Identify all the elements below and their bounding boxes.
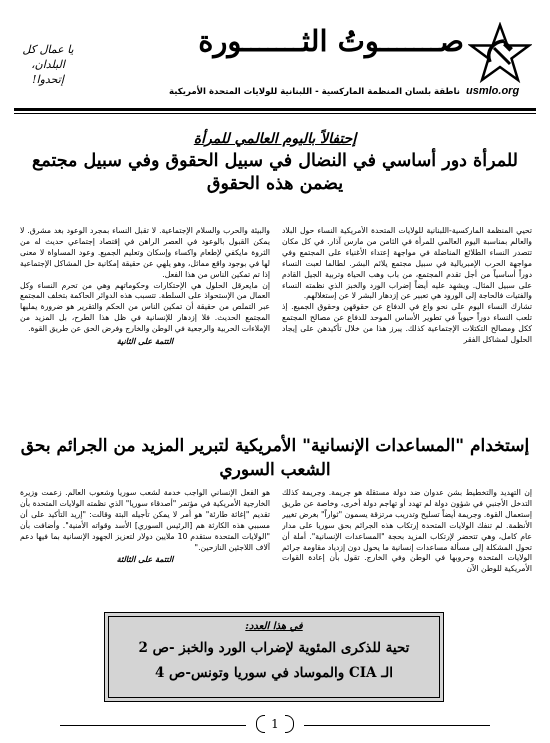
in-this-issue-frame xyxy=(108,616,440,698)
article1-column-right xyxy=(282,226,532,428)
footer-rule xyxy=(60,725,246,726)
toc-item[interactable]: تحية للذكرى المئوية لإضراب الورد والخبز -ص 2 xyxy=(138,640,410,656)
article2-continued: التتمة على الثالثة xyxy=(116,554,174,565)
paragraph: هو الفعل الإنساني الواجب خدمة لشعب سوريا وشعوب العالم. زعمت وزيرة الخارجية الأمريكية في مؤتمر "أصدقاء سوريا" الذي نظمته الولايات المتحدة بأن تقديم "إغاثة طارئة" هو أمر لا يمكن تأجيله البتة وقالت: "إريد التأكيد على أن مسببي هذه الكارثة هم [الرئيس السوري] الأسد وقواته الأمنية". وأضافت بأن "الولايات المتحدة ستقدم 10 ملايين دولار لتعزيز الجهود الإنسانية بما فيها دعم آلاف اللاجئين النازحين." xyxy=(20,488,270,552)
article1-continued: التتمة على الثانية xyxy=(116,336,174,347)
masthead-subtitle: ناطقة بلسان المنظمة الماركسية - اللبنانية للولايات المتحدة الأمريكية xyxy=(169,87,460,97)
paragraph: إن مايعرقل الحلول هي الإحتكارات وحكوماتهم وهي من تحرم النساء وكل العمال من الإستحواذ على السلطة. تتسبب هذه الدوائر الحاكمة بتخلف المجتمع عبر التملص من حقيقة أن تمكين الناس من الحكم والتقرير هو ضرورة يمليها المجتمع الحديث. فلا إزدهار للإنسانية في ظل هذا الطرح، بل المزيد من الإملاءات الحربية والرجعية في الوطن والخارج وفرض الحق عن طريق القوة. xyxy=(20,280,270,334)
paragraph: تشارك النساء اليوم على نحو واع في الدفاع عن حقوقهن وحقوق الجميع. إذ تلعب النساء دوراً حيوياً في تطوير الأساس الموحد للدفاع عن مصالح المجتمع ككل ومصالح التكتلات الإجتماعية كذلك. يبرز هذا من خلال تأكيدهن على إيجاد الحلول لمشاكل الفقر xyxy=(282,302,532,345)
paragraph: والبيئة والحرب والسلام الإجتماعية. لا تقبل النساء بمجرد الوعود بغد مشرق. لا يمكن القبول بالوعود في العصر الراهن في إقتصاد إجتماعي حديث له من الثروة مايكفي لإطعام واكساء وإسكان وتعليم الجميع. وعود المساواة لا معنى لها في بوجود واقع مماثل، وهو يلهي عن حقيقة إمكانية حل المشاكل الإجتماعية إذا تم تمكين الناس من هذا الفعل. xyxy=(20,226,270,279)
slogan-line: يا عمال كل xyxy=(22,43,74,56)
in-this-issue-box xyxy=(104,612,444,702)
paragraph: تحيي المنظمة الماركسية-اللبنانية للولايات المتحدة الأمريكية النساء حول البلاد والعالم بمناسبة اليوم العالمي للمرأة في الثامن من مارس آذار. في كل مكان تتصدر النساء الطلائع المناضلة في مواجهة إعتداء الأغنياء على المجتمع وفي مواجهة الحرب الإمبريالية في سبيل مجتمع يلائم البشر. لطالما لعبت النساء دوراً أساسياً من أجل تقدم المجتمع، من باب وهب الحياة وتربية الجيل القادم على سبيل المثال. ويشهد عليه أيضاً إضراب الورد والخبز الذي نظمته النساء والفتيات فالحاجة إلى الورود هي تعبير عن إزدهار البشر لا عن إستغلالهم. xyxy=(282,226,532,301)
in-this-issue-label: في هذا العدد: xyxy=(245,621,303,632)
page-number: 1 xyxy=(250,713,300,735)
article1-headline: للمرأة دور أساسي في النضال في سبيل الحقوق وفي سبيل مجتمع يضمن هذه الحقوق xyxy=(32,151,518,194)
article2-headline: إستخدام "المساعدات الإنسانية" الأمريكية لتبرير المزيد من الجرائم بحق الشعب السوري xyxy=(20,436,530,480)
article1-kicker: إحتفالاً باليوم العالمي للمرأة xyxy=(193,131,357,147)
footer-rule xyxy=(304,725,490,726)
slogan-line: إتحدوا! xyxy=(32,73,64,86)
website-url: usmlo.org xyxy=(466,85,520,97)
newspaper-title: صـــــــوتُ الثـــــــورة xyxy=(198,24,464,58)
hammer-sickle-star-icon xyxy=(468,22,532,86)
article2-column-left xyxy=(20,488,270,600)
toc-item[interactable]: الـ CIA والموساد في سوريا وتونس-ص 4 xyxy=(154,665,394,681)
slogan-line: البلدان، xyxy=(31,58,65,71)
paragraph: إن التهديد والتخطيط بشن عدوان ضد دولة مستقلة هو جريمة. وجريمة كذلك التدخل الأجنبي في شؤون دولة لم تهدد أو تهاجم دولة أخرى، وخاصة عن طريق إستعمال القوة. وجريمة أيضاً تسليح وتدريب مرتزقة يسمون "ثواراً" بغرض تغيير الأنظمة. لم تنفك الولايات المتحدة إرتكاب هذه الجرائم بحق سوريا على مدار عام كامل، وهي تتحضر لإرتكاب المزيد بحجة "المساعدات الإنسانية". أملة أن تحول المشكلة إلى مسألة مساعدات إنسانية ما يحول دون إزدياد مقاومة جرائم الولايات المتحدة وحروبها في الوطن وفي الخارج. تقول بأن إعادة القوات الأمريكية للوطن الآن xyxy=(282,488,532,574)
slogan xyxy=(12,42,84,87)
masthead-rule xyxy=(14,108,536,111)
masthead-rule-thin xyxy=(14,113,536,114)
article2-column-right xyxy=(282,488,532,600)
article1-column-left xyxy=(20,226,270,428)
